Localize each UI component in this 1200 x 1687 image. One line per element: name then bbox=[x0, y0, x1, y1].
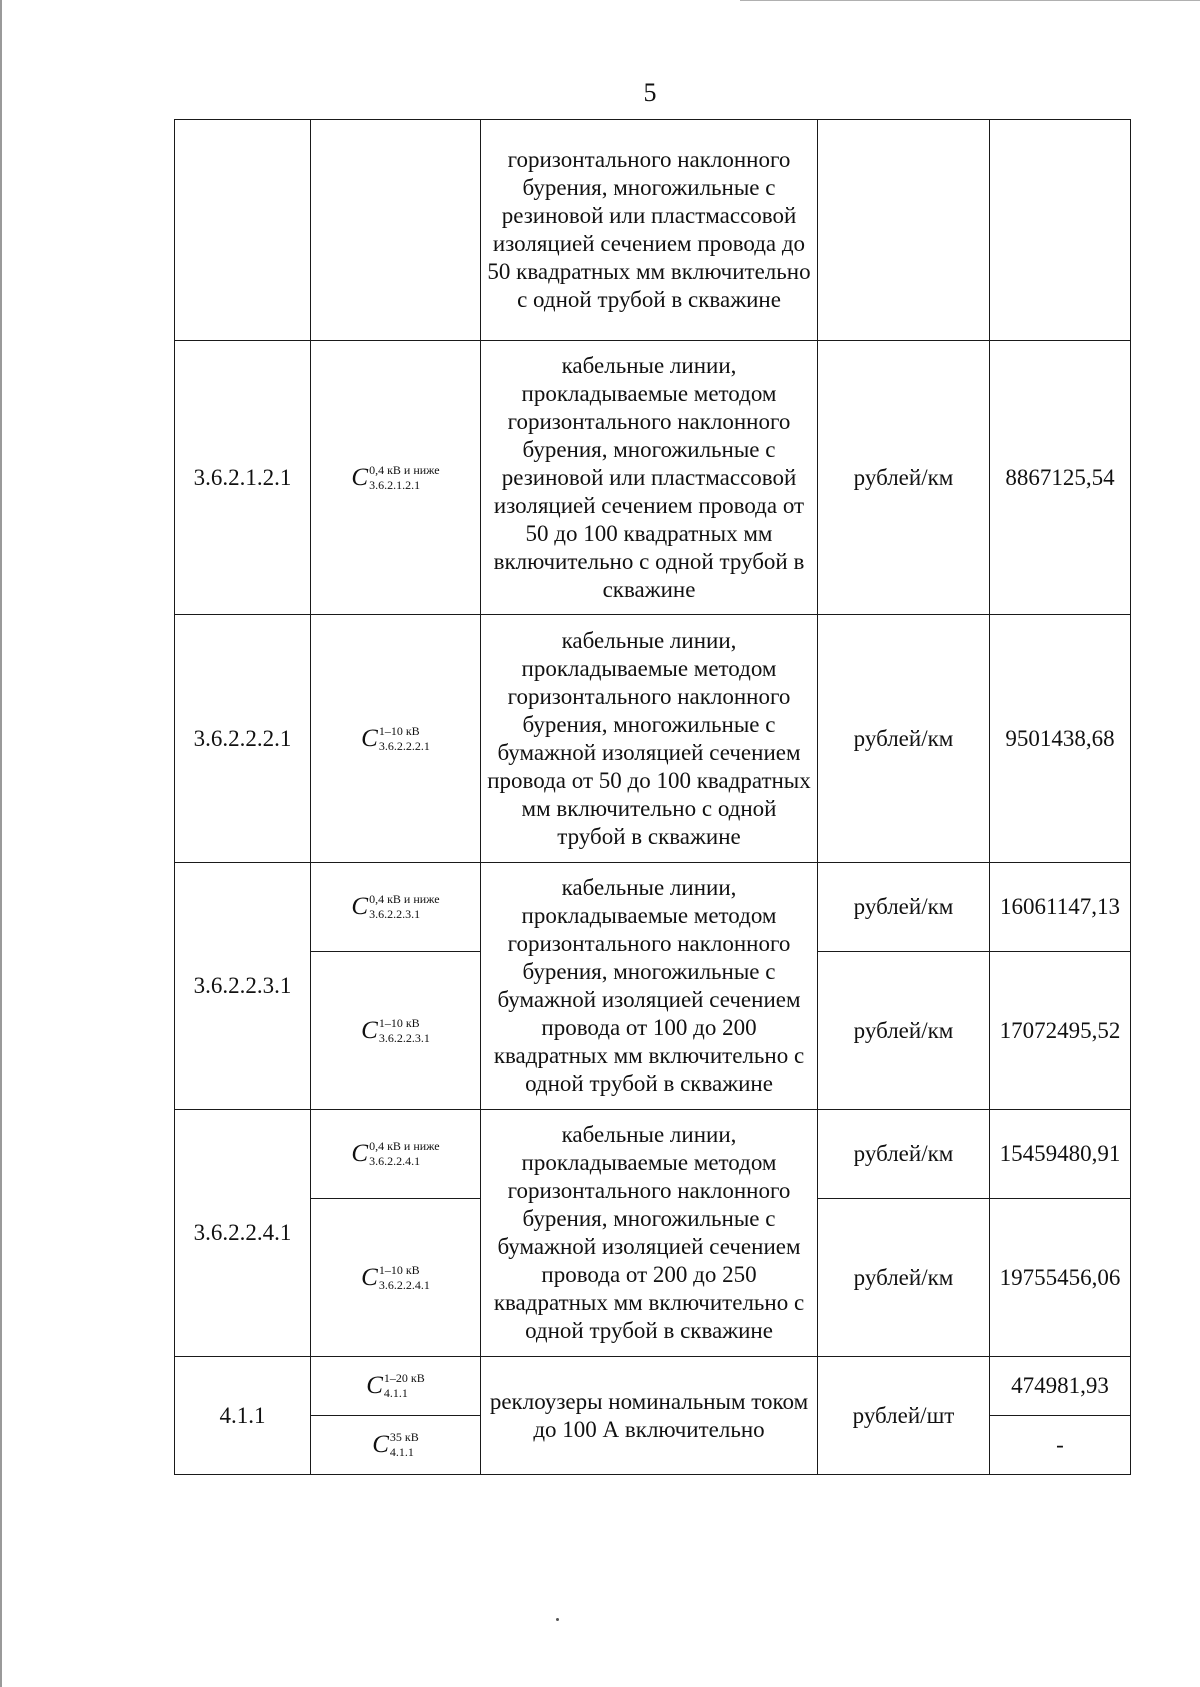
code-cell bbox=[175, 120, 311, 341]
symbol-superscript: 1–10 кВ bbox=[378, 1262, 420, 1277]
rate-symbol bbox=[361, 1264, 430, 1292]
symbol-superscript: 1–20 кВ bbox=[383, 1371, 425, 1385]
scan-speck bbox=[556, 1618, 559, 1621]
unit-cell: рублей/км bbox=[818, 341, 990, 615]
symbol-base: C bbox=[351, 463, 369, 491]
symbol-subscript: 3.6.2.2.3.1 bbox=[369, 907, 421, 921]
symbol-base: C bbox=[372, 1431, 389, 1458]
description-cell: кабельные линии, прокладываемые методом горизонтального наклонного бурения, многожильные с резиновой или пластмассовой изоляцией сечением провода от 50 до 100 квадратных мм включительно с одной трубой в скважине bbox=[481, 341, 818, 615]
value-cell: 8867125,54 bbox=[990, 341, 1131, 615]
rate-symbol bbox=[361, 1017, 430, 1045]
symbol-subscript: 3.6.2.2.3.1 bbox=[378, 1030, 430, 1045]
unit-cell bbox=[818, 120, 990, 341]
unit-cell: рублей/км bbox=[818, 863, 990, 952]
scan-edge-top bbox=[740, 0, 1200, 1]
table-row bbox=[175, 1357, 1131, 1416]
symbol-base: C bbox=[351, 893, 369, 920]
table-row bbox=[175, 120, 1131, 341]
symbol-cell bbox=[311, 120, 481, 341]
symbol-superscript: 1–10 кВ bbox=[378, 723, 420, 738]
symbol-superscript: 0,4 кВ и ниже bbox=[369, 462, 440, 477]
rates-table bbox=[174, 119, 1131, 1475]
unit-cell: рублей/км bbox=[818, 615, 990, 863]
rate-symbol bbox=[351, 1140, 439, 1168]
code-cell: 3.6.2.2.3.1 bbox=[175, 863, 311, 1110]
symbol-cell bbox=[311, 1110, 481, 1199]
value-cell bbox=[990, 120, 1131, 341]
page-number: 5 bbox=[643, 78, 657, 107]
symbol-subscript: 3.6.2.2.4.1 bbox=[369, 1154, 421, 1168]
description-cell: кабельные линии, прокладываемые методом горизонтального наклонного бурения, многожильные с бумажной изоляцией сечением провода от 200 до 250 квадратных мм включительно с одной трубой в скважине bbox=[481, 1110, 818, 1357]
value-cell: - bbox=[990, 1416, 1131, 1475]
symbol-cell bbox=[311, 1199, 481, 1357]
symbol-superscript: 0,4 кВ и ниже bbox=[369, 1139, 440, 1153]
rate-symbol bbox=[351, 464, 439, 492]
symbol-cell bbox=[311, 1416, 481, 1475]
table-row bbox=[175, 615, 1131, 863]
symbol-subscript: 3.6.2.1.2.1 bbox=[369, 477, 421, 492]
symbol-subscript: 3.6.2.2.4.1 bbox=[378, 1277, 430, 1292]
symbol-superscript: 35 кВ bbox=[389, 1430, 419, 1444]
code-cell: 3.6.2.2.4.1 bbox=[175, 1110, 311, 1357]
symbol-base: C bbox=[366, 1372, 383, 1399]
unit-cell: рублей/км bbox=[818, 1110, 990, 1199]
table-row bbox=[175, 341, 1131, 615]
value-cell: 19755456,06 bbox=[990, 1199, 1131, 1357]
code-cell: 3.6.2.1.2.1 bbox=[175, 341, 311, 615]
symbol-cell bbox=[311, 341, 481, 615]
symbol-base: C bbox=[361, 1016, 378, 1044]
table-row bbox=[175, 1110, 1131, 1199]
symbol-subscript: 4.1.1 bbox=[389, 1445, 414, 1459]
rate-symbol bbox=[361, 725, 430, 753]
symbol-base: C bbox=[351, 1140, 369, 1167]
unit-cell: рублей/км bbox=[818, 1199, 990, 1357]
unit-cell: рублей/шт bbox=[818, 1357, 990, 1475]
unit-cell: рублей/км bbox=[818, 952, 990, 1110]
rate-symbol bbox=[372, 1431, 419, 1459]
description-cell: горизонтального наклонного бурения, многожильные с резиновой или пластмассовой изоляцией сечением провода до 50 квадратных мм включительно с одной трубой в скважине bbox=[481, 120, 818, 341]
description-cell: кабельные линии, прокладываемые методом горизонтального наклонного бурения, многожильные с бумажной изоляцией сечением провода от 100 до 200 квадратных мм включительно с одной трубой в скважине bbox=[481, 863, 818, 1110]
rate-symbol bbox=[351, 893, 439, 921]
symbol-cell bbox=[311, 952, 481, 1110]
symbol-cell bbox=[311, 615, 481, 863]
code-cell: 3.6.2.2.2.1 bbox=[175, 615, 311, 863]
code-cell: 4.1.1 bbox=[175, 1357, 311, 1475]
rate-symbol bbox=[366, 1372, 425, 1400]
table-row bbox=[175, 863, 1131, 952]
value-cell: 474981,93 bbox=[990, 1357, 1131, 1416]
symbol-cell bbox=[311, 1357, 481, 1416]
value-cell: 17072495,52 bbox=[990, 952, 1131, 1110]
symbol-superscript: 1–10 кВ bbox=[378, 1015, 420, 1030]
symbol-subscript: 3.6.2.2.2.1 bbox=[378, 738, 430, 753]
description-cell: реклоузеры номинальным током до 100 А включительно bbox=[481, 1357, 818, 1475]
symbol-subscript: 4.1.1 bbox=[383, 1386, 408, 1400]
value-cell: 16061147,13 bbox=[990, 863, 1131, 952]
symbol-base: C bbox=[361, 724, 378, 752]
scan-edge-left bbox=[0, 0, 2, 1687]
symbol-superscript: 0,4 кВ и ниже bbox=[369, 892, 440, 906]
value-cell: 15459480,91 bbox=[990, 1110, 1131, 1199]
description-cell: кабельные линии, прокладываемые методом горизонтального наклонного бурения, многожильные с бумажной изоляцией сечением провода от 50 до 100 квадратных мм включительно с одной трубой в скважине bbox=[481, 615, 818, 863]
symbol-cell bbox=[311, 863, 481, 952]
value-cell: 9501438,68 bbox=[990, 615, 1131, 863]
symbol-base: C bbox=[361, 1263, 378, 1291]
